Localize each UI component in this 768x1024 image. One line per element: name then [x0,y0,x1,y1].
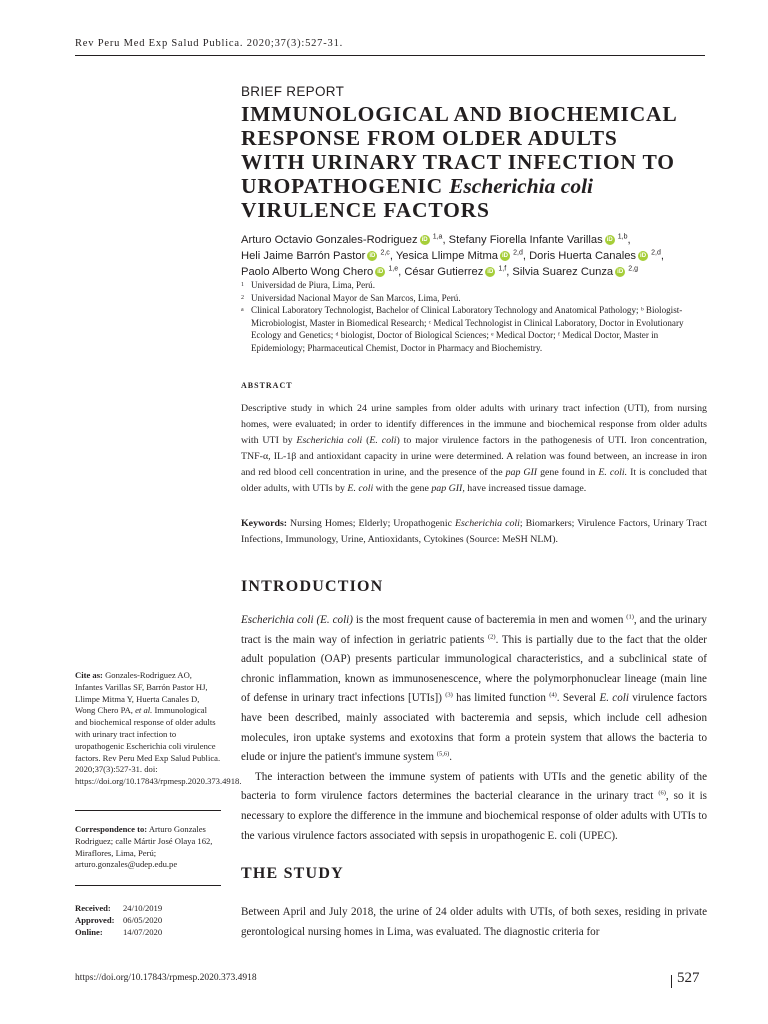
study-heading: THE STUDY [241,865,344,882]
abstract-italic: E. coli [369,435,397,446]
abstract-italic: pap GII [505,467,538,478]
abstract-heading: abstract [241,379,293,391]
intro-paragraph-1 [241,611,707,768]
keywords-text: Nursing Homes; Elderly; Uropathogenic [287,518,455,529]
intro-italic: E. coli [599,692,629,705]
author-line-1: Arturo Octavio Gonzales-Rodriguez iD $^{1,a}$, Stefany Fiorella Infante Varillas iD $^{1,b}$, [241,233,631,246]
article-title [241,102,711,222]
author-line-2: Heli Jaime Barrón Pastor iD $^{2,c}$, Yesica Llimpe Mitma iD $^{2,d}$, Doris Huerta Canales iD $^{2,d}$, [241,249,664,262]
author-name: Silvia Suarez Cunza [512,266,614,278]
title-line-2: RESPONSE FROM OLDER ADULTS [241,126,618,150]
author-name: Paolo Alberto Wong Chero [241,266,374,278]
date-row [75,903,221,915]
introduction-body [241,611,707,846]
footer-doi-link[interactable]: https://doi.org/10.17843/rpmesp.2020.373.4918 [75,973,257,983]
date-value: 24/10/2019 [123,903,163,913]
author-sup: 2,d [651,249,661,257]
article-type: BRIEF REPORT [241,84,345,99]
intro-paragraph-2 [241,768,707,846]
keywords-label: Keywords: [241,518,288,529]
cite-as-text: Immunological and biochemical response of older adults with urinary tract infection to uropathogenic Escherichia coli virulence factors. Rev Peru Med Exp Salud Publica. 2020;37(3):527-31. doi: https://doi.org/10.17843/rpmesp.2020.373.4918. [75,705,242,787]
running-head: Rev Peru Med Exp Salud Publica. 2020;37(3):527-31. [75,38,344,49]
intro-text: . Several [556,692,600,705]
page-number-divider [671,975,672,988]
abstract-text: have increased tissue damage. [464,483,587,494]
date-label: Received: [75,903,111,913]
orcid-icon[interactable]: iD [640,253,647,260]
title-line-5: VIRULENCE FACTORS [241,198,490,222]
abstract-body [241,401,707,497]
affiliation [241,279,707,292]
author-sup: 1,b [617,233,628,241]
affiliation-mark: a [241,307,244,314]
date-label: Approved: [75,914,115,925]
cite-as-label: Cite as: [75,670,103,680]
abstract-text: gene found in [537,467,599,478]
affiliation [241,292,707,305]
abstract-italic: pap GII, [431,483,465,494]
title-line-3: WITH URINARY TRACT INFECTION TO [241,150,675,174]
author-sup: 2,d [513,249,523,257]
author-sup: 1,e [388,265,399,273]
abstract-text: ) to major virulence factors in the pathogenesis of UTI. Iron concentration, TNF-α, IL-1β and antioxidant capacity in urine were determined. A relation was found between, an increase in iron and red blood cell concentration in urine, and the presence of the [241,435,707,478]
author-list [241,232,711,280]
title-line-4-a: UROPATHOGENIC [241,174,450,198]
intro-text: virulence factors have been described, mainly associated with bacteremia and sepsis, which include cell adhesion molecules, iron uptake systems and exotoxins that form a protein system that allows the bacteria to elude or injure the patient's immune system [241,692,707,764]
header-rule [75,55,705,56]
citation-ref[interactable]: (5,6) [436,750,450,758]
author-sup: 1,f [498,265,507,273]
intro-text: . [449,751,453,764]
study-body: Between April and July 2018, the urine of 24 older adults with UTIs, of both sexes, residing in private gerontological nursing homes in Lima, was evaluated. The diagnostic criteria for [241,906,707,938]
keywords [241,516,707,548]
keywords-text: ; Biomarkers; Virulence Factors, Urinary Tract Infections, Immunology, Urine, Antioxidants, Cytokines (Source: MeSH NLM). [241,518,707,545]
citation-ref[interactable]: (4) [549,691,557,699]
author-sup: 2,g [628,265,639,273]
orcid-icon[interactable]: iD [421,237,428,244]
correspondence-text: Arturo Gonzales Rodriguez; calle Mártir José Olaya 162, Miraflores, Lima, Perú; arturo.gonzales@udep.edu.pe [75,824,213,870]
author-name: Yesica Llimpe Mitma [395,250,499,262]
intro-text: , so it is necessary to explore the difference in the immune and biochemical response of older adults with UTIs to the various virulence factors associated with sepsis in uropathogenic E. coli (UPEC). [241,790,707,842]
author-line-3: Paolo Alberto Wong Chero iD $^{1,e}$, César Gutierrez iD $^{1,f}$, Silvia Suarez Cunza iD $^{2,g}$ [241,265,639,278]
orcid-icon[interactable]: iD [487,269,494,276]
orcid-icon[interactable]: iD [617,269,624,276]
affiliation [241,304,707,354]
intro-text: The interaction between the immune system of patients with UTIs and the genetic ability of the bacteria to form virulence factors determines the bacterial clearance in the urinary tract [241,770,707,803]
date-row [75,927,221,939]
title-line-4 [241,174,711,198]
title-line-1: IMMUNOLOGICAL AND BIOCHEMICAL [241,102,678,126]
orcid-icon[interactable]: iD [377,269,384,276]
abstract-italic: E. coli. [598,467,628,478]
author-name: César Gutierrez [404,266,484,278]
dates-box [75,903,221,938]
intro-italic: Escherichia coli (E. coli) [241,614,353,626]
intro-text: , and the urinary tract is the main way of infection in geriatric patients [241,614,707,646]
author-name: Heli Jaime Barrón Pastor [241,250,366,262]
orcid-icon[interactable]: iD [606,237,613,244]
citation-ref[interactable]: (3) [445,691,453,699]
author-name: Stefany Fiorella Infante Varillas [448,234,603,246]
abstract-italic: Escherichia coli [296,435,363,446]
cite-as-italic: et al. [135,705,153,716]
author-name: Arturo Octavio Gonzales-Rodriguez [241,234,418,246]
citation-ref[interactable]: (1) [626,613,634,621]
title-line-4-italic: Escherichia coli [449,174,594,198]
affiliations [241,279,707,355]
keywords-italic: Escherichia coli [454,518,520,529]
affiliation-text: Universidad de Piura, Lima, Perú. [251,280,376,290]
date-row [75,915,221,927]
affiliation-text: Clinical Laboratory Technologist, Bachelor of Clinical Laboratory Technology and Anatomical Pathology; ᵇ Biologist-Microbiologist, Master in Biomedical Research; ᶜ Medical Technologist in Clinical Laboratory, Doctor in Evolutionary Ecology and Genetics; ᵈ biologist, Doctor of Biological Sciences; ᵉ Medical Doctor; ᶠ Medical Doctor, Master in Epidemiology; Pharmaceutical Chemist, Doctor in Pharmacy and Biochemistry. [251,305,684,353]
cite-as-text: Gonzales-Rodriguez AO, Infantes Varillas SF, Barrón Pastor HJ, Llimpe Mitma Y, Huerta Canales D, Wong Chero PA, [75,670,208,716]
date-value: 14/07/2020 [123,926,163,937]
citation-ref[interactable]: (6) [658,789,666,797]
intro-text: . This is partially due to the fact that the older adult population (OAP) presents particular immunological characteristics, and a subclinical state of chronic inflammation, known as immunosenescence, where the polymorphonuclear lineage (main line of defense in urinary tract infections [UTIs]) [241,633,707,705]
introduction-heading: INTRODUCTION [241,578,384,595]
abstract-text: It is concluded that older adults, with UTIs by [241,467,707,494]
author-name: Doris Huerta Canales [529,250,637,262]
affiliation-text: Universidad Nacional Mayor de San Marcos, Lima, Perú. [251,292,461,303]
abstract-text: with the gene [373,483,432,494]
sidebar-rule [75,810,221,811]
page-number: 527 [677,970,700,986]
cite-as-box [75,670,242,788]
correspondence-box [75,824,221,871]
intro-text: has limited function [452,692,550,705]
affiliation-mark: 2 [241,294,244,301]
abstract-text: ( [362,435,370,446]
sidebar-rule [75,885,221,886]
intro-text: is the most frequent cause of bacteremia in men and women [352,614,627,626]
date-label: Online: [75,926,103,937]
orcid-icon[interactable]: iD [369,253,376,260]
author-sup: 2,c [380,249,390,257]
citation-ref[interactable]: (2) [488,632,496,640]
affiliation-mark: 1 [241,282,244,288]
orcid-icon[interactable]: iD [502,253,509,260]
author-sup: 1,a [432,233,443,241]
correspondence-label: Correspondence to: [75,824,148,834]
date-value: 06/05/2020 [123,914,163,925]
abstract-text: Descriptive study in which 24 urine samples from older adults with urinary tract infection (UTI), from nursing homes, were evaluated; in order to identify differences in the immune and biochemical response from older adults with UTI by [241,403,707,446]
abstract-italic: E. coli [347,483,374,494]
